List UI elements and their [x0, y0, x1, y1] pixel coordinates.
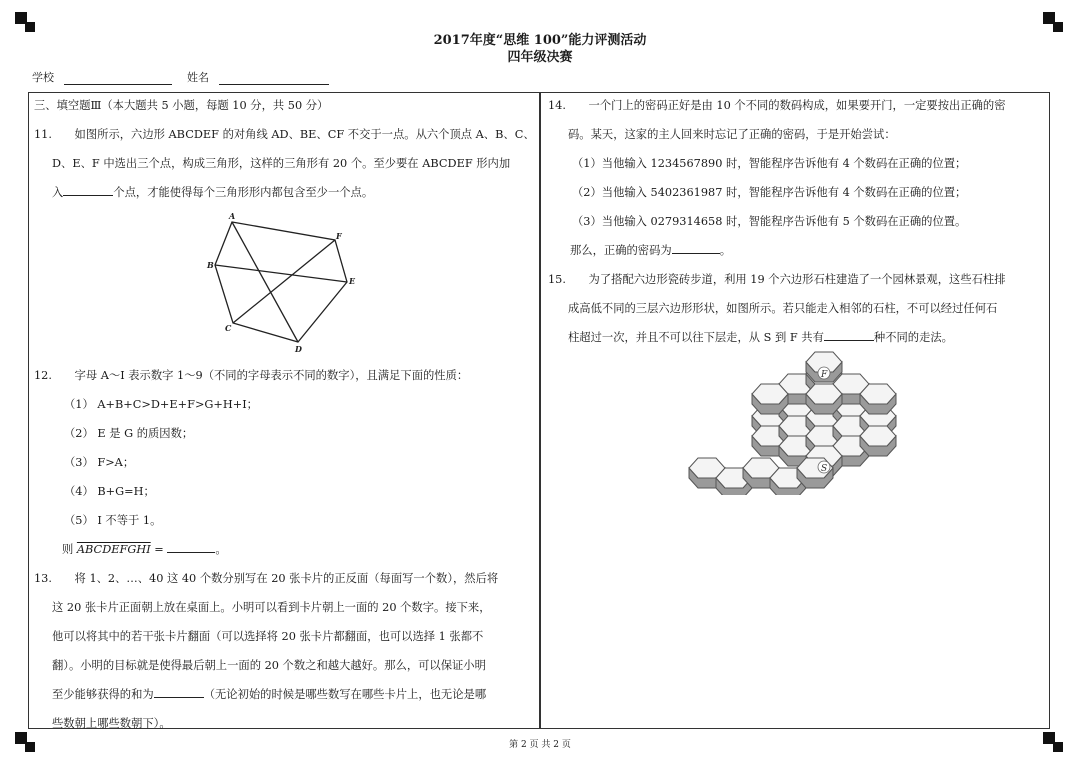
name-blank[interactable]	[219, 72, 329, 85]
vertex-label-d: D	[295, 344, 302, 354]
vertex-label-e: E	[349, 276, 356, 286]
q12-condition-3: （3） F>A；	[64, 456, 135, 469]
q13-answer-blank[interactable]	[154, 684, 204, 698]
start-label: S	[821, 464, 828, 474]
q14-attempt-2: （2）当他输入 5402361987 时，智能程序告诉他有 4 个数码在正确的位置；	[572, 186, 967, 199]
diagonal-ad	[232, 222, 298, 342]
q12-condition-5: （5） I 不等于 1。	[64, 514, 162, 527]
school-label: 学校	[32, 71, 54, 84]
student-info	[32, 69, 329, 85]
name-label: 姓名	[187, 71, 209, 84]
q14-attempt-1: （1）当他输入 1234567890 时，智能程序告诉他有 4 个数码在正确的位置；	[572, 157, 967, 170]
q11-line-3-text: 个点，才能使得每个三角形形内都包含至少一个点。	[113, 186, 374, 199]
q12-ask-suffix: =	[150, 543, 168, 556]
q12-number-overline: ABCDEFGHI	[76, 543, 151, 556]
hexagon-outline	[215, 222, 347, 342]
q14-line-2: 码。某天，这家的主人回来时忘记了正确的密码，于是开始尝试：	[568, 128, 896, 141]
q15-line-2: 成高低不同的三层六边形形状，如图所示。若只能走入相邻的石柱，不可以经过任何石	[568, 302, 998, 315]
vertex-label-b: B	[207, 260, 214, 270]
q15-line-3-suffix: 种不同的走法。	[873, 331, 953, 344]
q11-answer-blank[interactable]	[63, 182, 113, 196]
q14-ask-end: 。	[719, 244, 731, 257]
vertex-label-f: F	[336, 231, 342, 241]
q14-ask-text: 那么，正确的密码为	[570, 244, 672, 257]
q13-line-2: 这 20 张卡片正面朝上放在桌面上。小明可以看到卡片朝上一面的 20 个数字。接下来，	[52, 601, 491, 614]
q15-line-3	[548, 323, 1046, 352]
exam-subtitle: 四年级决赛	[507, 50, 573, 65]
q14-answer-blank[interactable]	[672, 240, 720, 254]
school-blank[interactable]	[64, 72, 172, 85]
q11-line-2: D、E、F 中选出三个点，构成三角形，这样的三角形有 20 个。至少要在 ABCDEF 形内加	[52, 157, 511, 170]
corner-mark-top-right	[1043, 12, 1065, 34]
finish-label: F	[821, 370, 828, 380]
q13-line-5	[34, 680, 534, 709]
vertex-label-a: A	[229, 211, 236, 221]
q15-line-1: 15. 为了搭配六边形瓷砖步道，利用 19 个六边形石柱建造了一个园林景观，这些石柱排	[548, 273, 1006, 286]
q12-condition-2: （2） E 是 G 的质因数；	[64, 427, 194, 440]
corner-mark-top-left	[15, 12, 37, 34]
q12-intro: 12. 字母 A～I 表示数字 1～9（不同的字母表示不同的数字），且满足下面的性质：	[34, 369, 469, 382]
q11-line-3	[34, 178, 534, 207]
left-column	[34, 91, 534, 207]
q13-line-4: 翻）。小明的目标就是使得最后朝上一面的 20 个数之和越大越好。那么，可以保证小明	[52, 659, 486, 672]
q14-ask	[548, 236, 1046, 265]
pillar-figure	[683, 350, 913, 495]
hexagon-figure	[195, 210, 370, 355]
q12-condition-1: （1） A+B+C>D+E+F>G+H+I；	[64, 398, 258, 411]
left-column-q12-q13	[34, 361, 534, 738]
q13-line-3: 他可以将其中的若干张卡片翻面（可以选择将 20 张卡片都翻面，也可以选择 1 张都不	[52, 630, 484, 643]
q13-line-6: 些数朝上哪些数朝下）。	[52, 717, 171, 730]
vertex-label-c: C	[225, 323, 232, 333]
column-divider	[539, 92, 541, 729]
diagonal-be	[215, 265, 347, 282]
q13-line-5-suffix: （无论初始的时候是哪些数写在哪些卡片上，也无论是哪	[203, 688, 487, 701]
q15-answer-blank[interactable]	[824, 327, 874, 341]
q12-ask: 则 ABCDEFGHI = 。	[34, 535, 534, 564]
right-column	[548, 91, 1046, 352]
q12-answer-blank[interactable]	[167, 539, 215, 553]
exam-title: 2017年度“思维 100”能力评测活动	[433, 33, 647, 48]
q11-line-1: 11. 如图所示，六边形 ABCDEF 的对角线 AD、BE、CF 不交于一点。从六个顶点 A、B、C、	[34, 128, 535, 141]
section-title: 三、填空题Ⅲ（本大题共 5 小题，每题 10 分，共 50 分）	[34, 99, 329, 112]
q14-attempt-3: （3）当他输入 0279314658 时，智能程序告诉他有 5 个数码在正确的位置。	[572, 215, 967, 228]
q14-line-1: 14. 一个门上的密码正好是由 10 个不同的数码构成，如果要开门，一定要按出正确的密	[548, 99, 1006, 112]
q15-line-3-prefix: 柱超过一次，并且不可以往下层走，从 S 到 F 共有	[568, 331, 824, 344]
q13-line-5-prefix: 至少能够获得的和为	[52, 688, 154, 701]
q11-prefix: 入	[52, 186, 64, 199]
q13-line-1: 13. 将 1、2、…、40 这 40 个数分别写在 20 张卡片的正反面（每面写一个数），然后将	[34, 572, 499, 585]
q12-condition-4: （4） B+G=H；	[64, 485, 155, 498]
page-footer: 第 2 页 共 2 页	[509, 740, 571, 750]
q12-ask-prefix: 则	[62, 543, 77, 556]
